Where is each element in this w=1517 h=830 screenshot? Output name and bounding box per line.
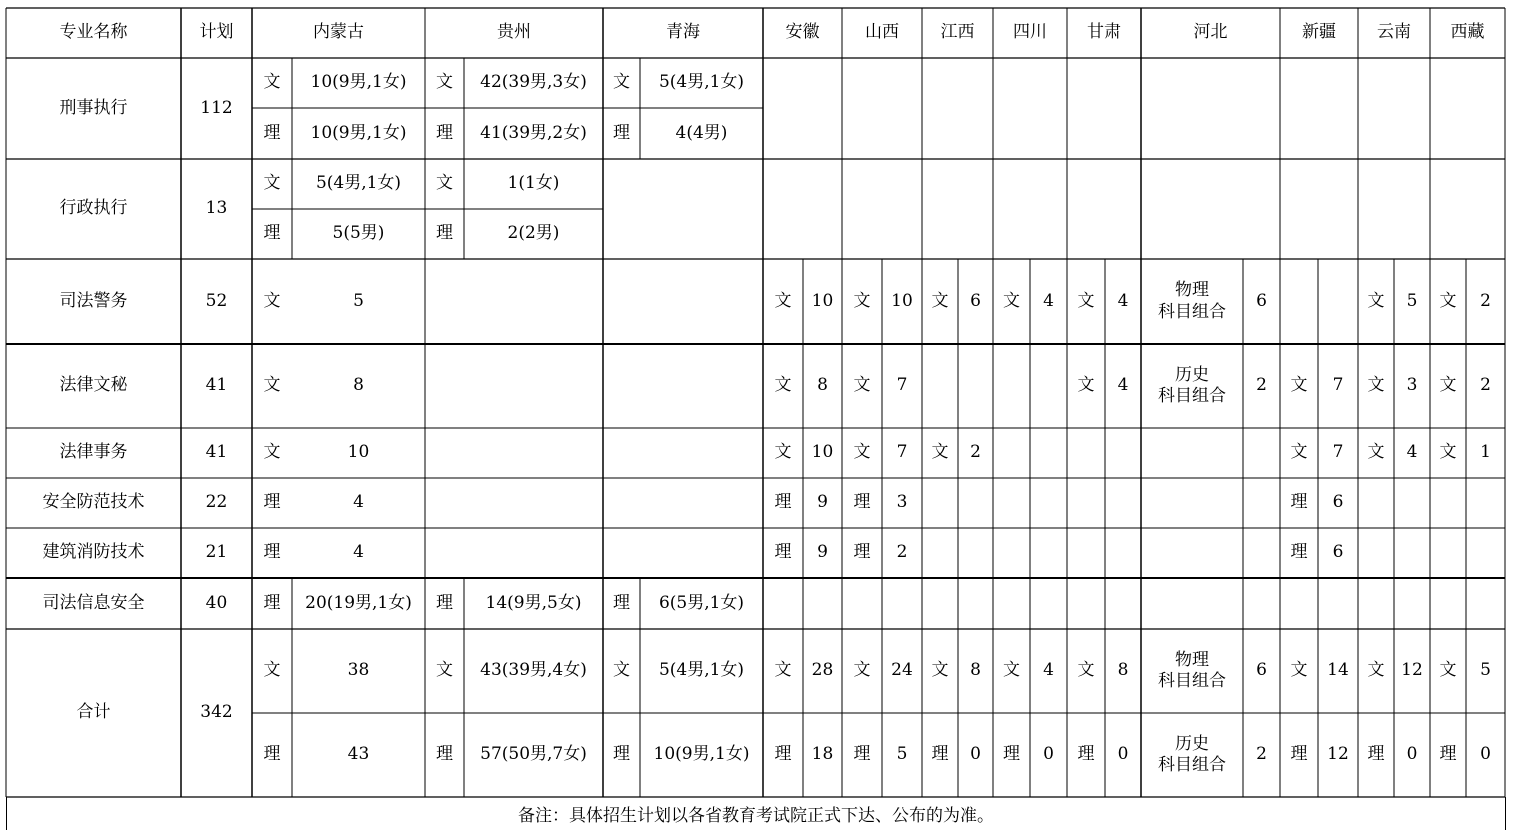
table-cell: 6 [970,290,981,311]
track-label: 理 [436,122,453,143]
header-cell: 青海 [666,22,700,43]
table-cell: 2 [970,442,981,463]
table-cell: 8 [970,660,981,681]
track-label: 理 [1290,492,1308,513]
major-name: 行政执行 [59,198,128,219]
table-cell: 5 [1406,290,1418,311]
table-cell: 0 [1480,744,1491,765]
table-cell: 0 [1117,744,1129,765]
hebei-subject-combo: 物理 科目组合 [1158,649,1226,691]
track-label: 文 [263,660,281,681]
plan-total: 21 [205,542,228,563]
header-cell: 甘肃 [1087,22,1121,43]
table-cell: 8 [817,375,828,396]
table-cell: 2 [1480,290,1491,311]
header-cell: 河北 [1193,22,1228,43]
track-label: 理 [436,744,453,765]
table-cell: 6 [1256,660,1267,681]
table-cell: 7 [896,375,908,396]
table-cell: 3 [896,492,908,513]
track-label: 理 [853,542,871,563]
table-cell: 10 [891,290,913,311]
track-label: 理 [1439,744,1457,765]
table-cell: 6 [1256,290,1267,311]
track-label: 文 [1439,290,1457,311]
track-label: 文 [931,290,949,311]
header-cell: 四川 [1013,22,1047,43]
track-label: 文 [263,72,281,93]
track-label: 理 [613,122,630,143]
table-cell: 9 [817,542,828,563]
track-label: 文 [774,290,792,311]
major-name: 司法警务 [59,290,128,311]
table-cell: 4 [1043,290,1054,311]
track-label: 文 [1003,290,1020,311]
track-label: 理 [263,744,281,765]
track-label: 文 [436,173,453,194]
table-cell: 24 [891,660,913,681]
table-cell: 6 [1332,542,1344,563]
track-label: 文 [1439,442,1457,463]
track-label: 理 [263,492,281,513]
table-cell: 6(5男,1女) [658,592,745,613]
track-label: 文 [853,375,871,396]
table-cell: 4 [353,492,364,513]
track-label: 文 [1367,660,1385,681]
plan-total: 342 [200,702,233,723]
table-cell: 3 [1406,375,1418,396]
header-cell: 西藏 [1450,22,1485,43]
track-label: 文 [613,72,630,93]
table-cell: 1 [1480,442,1491,463]
track-label: 文 [853,290,871,311]
table-cell: 20(19男,1女) [305,592,412,613]
hebei-subject-combo: 历史 科目组合 [1158,733,1226,775]
table-cell: 4 [353,542,364,563]
table-cell: 10(9男,1女) [653,744,750,765]
table-cell: 57(50男,7女) [480,744,587,765]
table-cell: 41(39男,2女) [480,122,587,143]
table-cell: 8 [353,375,364,396]
track-label: 文 [931,660,949,681]
track-label: 文 [263,442,281,463]
header-cell: 内蒙古 [313,22,364,43]
table-cell: 2 [1256,375,1267,396]
table-cell: 4 [1043,660,1054,681]
track-label: 文 [774,375,792,396]
track-label: 文 [613,660,630,681]
table-cell: 4 [1406,442,1418,463]
track-label: 理 [1003,744,1020,765]
table-cell: 18 [811,744,834,765]
track-label: 文 [263,173,281,194]
major-name: 安全防范技术 [42,492,145,513]
total-label: 合计 [76,702,111,723]
table-cell: 7 [896,442,908,463]
track-label: 文 [1439,375,1457,396]
track-label: 理 [436,592,453,613]
plan-total: 22 [205,492,228,513]
track-label: 理 [613,592,630,613]
track-label: 理 [1290,542,1308,563]
hebei-subject-combo: 历史 科目组合 [1158,364,1226,406]
track-label: 理 [1290,744,1308,765]
track-label: 文 [1003,660,1020,681]
plan-total: 112 [200,97,233,118]
table-cell: 0 [1043,744,1054,765]
track-label: 理 [1367,744,1385,765]
track-label: 文 [263,375,281,396]
table-cell: 10(9男,1女) [310,72,407,93]
table-cell: 5 [896,744,908,765]
table-cell: 28 [811,660,834,681]
major-name: 建筑消防技术 [42,542,145,563]
plan-total: 41 [205,375,228,396]
header-cell: 安徽 [785,22,820,43]
track-label: 理 [263,122,281,143]
table-cell: 10 [811,442,834,463]
table-cell: 1(1女) [507,173,560,194]
track-label: 理 [613,744,630,765]
major-name: 法律文秘 [59,375,128,396]
track-label: 文 [436,660,453,681]
header-cell: 专业名称 [59,22,128,43]
track-label: 理 [263,223,281,244]
header-cell: 贵州 [497,22,531,43]
major-name: 法律事务 [59,442,128,463]
track-label: 理 [853,744,871,765]
table-cell: 9 [817,492,828,513]
table-cell: 6 [1332,492,1344,513]
track-label: 文 [1367,290,1385,311]
table-cell: 5 [353,290,364,311]
major-name: 刑事执行 [59,97,128,118]
track-label: 文 [1367,375,1385,396]
track-label: 理 [436,223,453,244]
table-cell: 10 [811,290,834,311]
track-label: 理 [263,542,281,563]
table-cell: 7 [1332,375,1344,396]
header-cell: 云南 [1377,22,1411,43]
track-label: 文 [1077,290,1095,311]
plan-total: 52 [205,290,228,311]
table-cell: 0 [970,744,981,765]
track-label: 理 [263,592,281,613]
track-label: 文 [774,442,792,463]
table-cell: 43 [347,744,370,765]
plan-total: 41 [205,442,228,463]
table-cell: 2 [1480,375,1491,396]
table-cell: 14(9男,5女) [485,592,582,613]
table-cell: 2(2男) [507,223,560,244]
track-label: 文 [853,442,871,463]
table-cell: 5(4男,1女) [658,660,745,681]
table-cell: 4(4男) [675,122,728,143]
header-cell: 山西 [865,22,899,43]
table-cell: 0 [1406,744,1418,765]
major-name: 司法信息安全 [42,592,145,613]
track-label: 文 [1367,442,1385,463]
header-cell: 计划 [199,22,234,43]
header-cell: 新疆 [1302,22,1336,43]
track-label: 文 [436,72,453,93]
track-label: 文 [1077,660,1095,681]
track-label: 理 [774,744,792,765]
track-label: 文 [1290,375,1308,396]
track-label: 文 [931,442,949,463]
table-cell: 2 [896,542,908,563]
table-cell: 43(39男,4女) [480,660,587,681]
table-cell: 14 [1327,660,1349,681]
table-cell: 5(4男,1女) [658,72,745,93]
table-cell: 10 [347,442,370,463]
track-label: 文 [1290,660,1308,681]
hebei-subject-combo: 物理 科目组合 [1158,280,1226,322]
table-cell: 8 [1117,660,1129,681]
track-label: 文 [1290,442,1308,463]
table-footnote: 备注：具体招生计划以各省教育考试院正式下达、公布的为准。 [6,797,1506,830]
table-cell: 10(9男,1女) [310,122,407,143]
plan-total: 40 [205,592,228,613]
table-cell: 5(4男,1女) [315,173,402,194]
track-label: 理 [853,492,871,513]
table-cell: 5 [1480,660,1491,681]
table-cell: 12 [1327,744,1349,765]
track-label: 理 [774,542,792,563]
track-label: 理 [774,492,792,513]
track-label: 理 [931,744,949,765]
track-label: 文 [263,290,281,311]
table-cell: 38 [347,660,370,681]
track-label: 文 [774,660,792,681]
table-cell: 4 [1117,375,1129,396]
track-label: 文 [1439,660,1457,681]
table-cell: 12 [1401,660,1423,681]
table-cell: 5(5男) [332,223,385,244]
table-cell: 42(39男,3女) [480,72,587,93]
track-label: 理 [1077,744,1095,765]
table-cell: 2 [1256,744,1267,765]
header-cell: 江西 [940,22,975,43]
track-label: 文 [1077,375,1095,396]
table-cell: 4 [1117,290,1129,311]
track-label: 文 [853,660,871,681]
table-cell: 7 [1332,442,1344,463]
plan-total: 13 [205,198,228,219]
